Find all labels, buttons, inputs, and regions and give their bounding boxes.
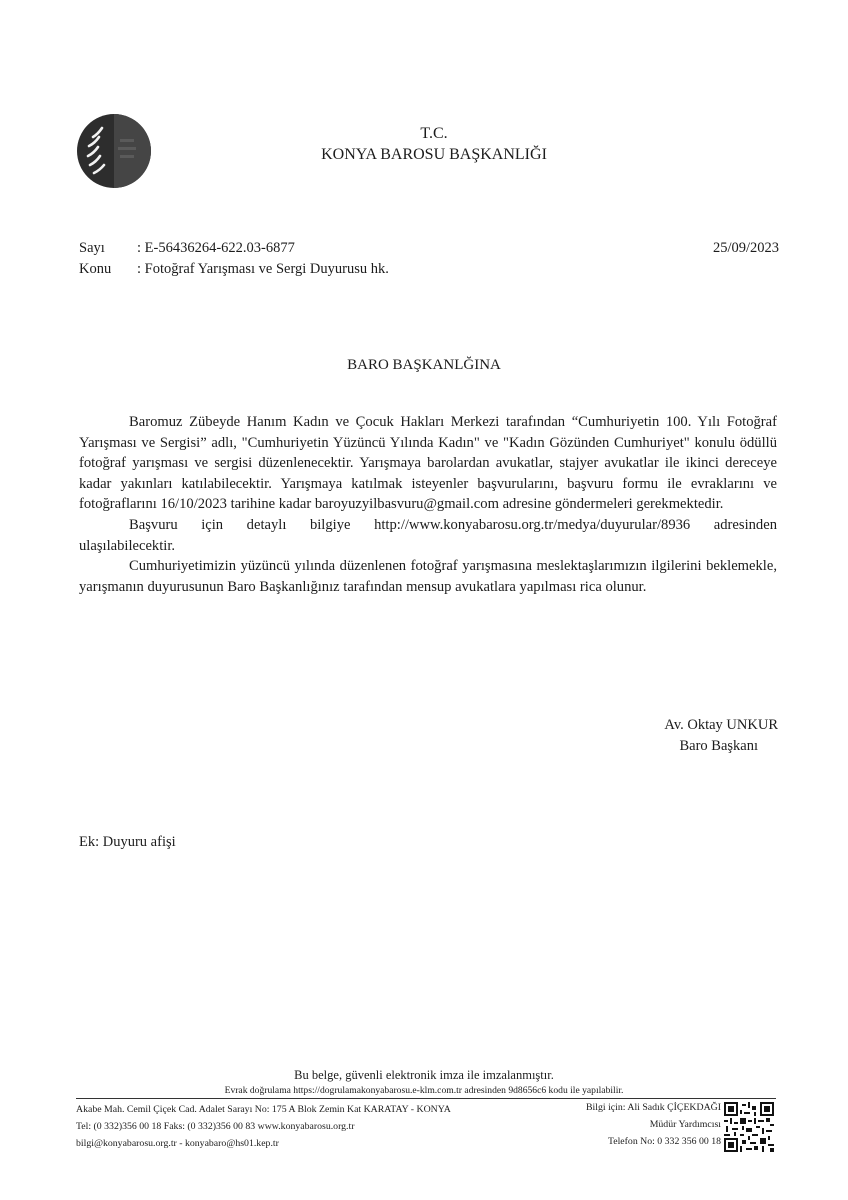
document-date: 25/09/2023 xyxy=(712,240,779,256)
footer-contact-title: Müdür Yardımcısı xyxy=(649,1119,721,1130)
esignature-note: Bu belge, güvenli elektronik imza ile imzalanmıştır. xyxy=(294,1068,554,1082)
signatory-title: Baro Başkanı xyxy=(679,738,758,754)
body-paragraph-1: Baromuz Zübeyde Hanım Kadın ve Çocuk Hakları Merkezi tarafından “Cumhuriyetin 100. Yılı Fotoğraf Yarışması ve Sergisi” adlı, "Cumhuriyetin Yüzüncü Yılında Kadın" ve "Kadın Gözünden Cumhuriyet" konulu ödüllü fotoğraf yarışması ve sergisi düzenlenecektir. Yarışmaya barolardan avukatlar, stajyer avukatlar ile ikinci dereceye kadar yakınları katılabilecektir. Yarışmaya katılmak isteyenler başvurularını, başvuru formu ile evraklarını ve fotoğraflarını 16/10/2023 tarihine kadar baroyuzyilbasvuru@gmail.com adresine göndermeleri gerekmektedir. xyxy=(79,414,777,513)
konu-value: : Fotoğraf Yarışması ve Sergi Duyurusu hk. xyxy=(137,261,389,277)
body-text xyxy=(79,412,777,597)
body-paragraph-3: Cumhuriyetimizin yüzüncü yılında düzenlenen fotoğraf yarışmasına meslektaşlarımızın ilgilerini beklemekle, yarışmanın duyurusunun Baro Başkanlığınız tarafından mensup avukatlara yapılması rica olunur. xyxy=(79,558,777,595)
verification-note: Evrak doğrulama https://dogrulamakonyabarosu.e-klm.com.tr adresinden 9d8656c6 kodu ile yapılabilir. xyxy=(224,1085,624,1096)
body-paragraph-2: Başvuru için detaylı bilgiye http://www.konyabarosu.org.tr/medya/duyurular/8936 adresinden ulaşılabilecektir. xyxy=(79,516,777,554)
attachment-note: Ek: Duyuru afişi xyxy=(79,834,176,850)
header-tc: T.C. xyxy=(420,125,448,142)
sayi-label: Sayı xyxy=(79,240,105,256)
signatory-name: Av. Oktay UNKUR xyxy=(664,717,778,733)
addressee: BARO BAŞKANLĞINA xyxy=(347,357,501,373)
footer-contact: Bilgi için: Ali Sadık ÇİÇEKDAĞI xyxy=(586,1102,721,1113)
footer-divider xyxy=(76,1098,776,1099)
footer-contact-phone: Telefon No: 0 332 356 00 18 xyxy=(607,1136,721,1147)
header-institution: KONYA BAROSU BAŞKANLIĞI xyxy=(321,146,547,163)
konya-barosu-logo xyxy=(76,113,152,189)
qr-code-icon xyxy=(724,1102,774,1152)
sayi-value: : E-56436264-622.03-6877 xyxy=(137,240,295,256)
footer-email: bilgi@konyabarosu.org.tr - konyabaro@hs01.kep.tr xyxy=(76,1138,279,1149)
footer-address: Akabe Mah. Cemil Çiçek Cad. Adalet Sarayı No: 175 A Blok Zemin Kat KARATAY - KONYA xyxy=(76,1104,451,1115)
footer-phone: Tel: (0 332)356 00 18 Faks: (0 332)356 00 83 www.konyabarosu.org.tr xyxy=(76,1121,355,1132)
konu-label: Konu xyxy=(79,261,112,277)
